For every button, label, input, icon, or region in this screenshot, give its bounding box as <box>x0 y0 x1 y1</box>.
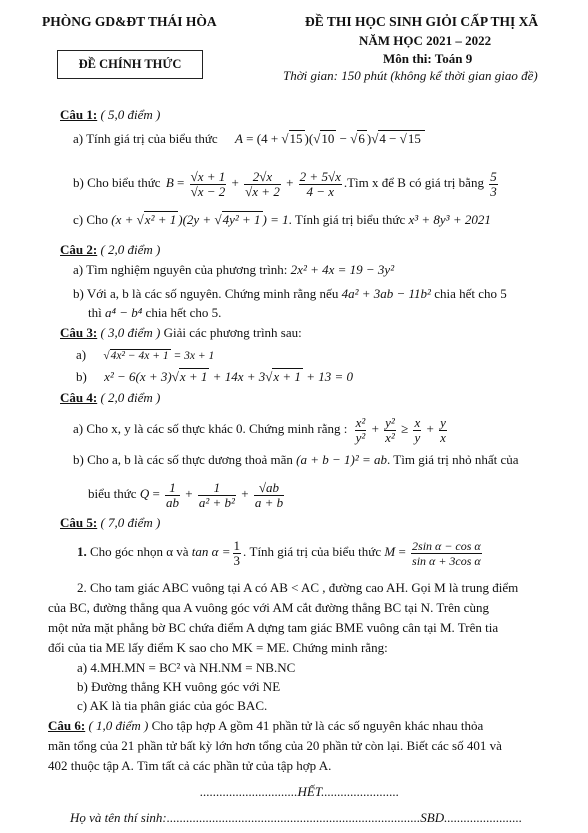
q4b <box>73 452 519 468</box>
q2b-expression: 4a² + 3ab − 11b² <box>341 286 431 301</box>
question-4-heading <box>60 390 160 406</box>
question-5-heading <box>60 515 160 531</box>
q5-2-line2: của BC, đường thẳng qua A vuông góc với AM cắt đường thẳng BC tại N. Trên cùng <box>48 600 489 615</box>
q3b-equation: x² − 6(x + 3)√x + 1 + 14x + 3√x + 1 + 13 = 0 <box>104 369 353 384</box>
q5-2-line3: một nửa mặt phẳng bờ BC chứa điểm A dựng tam giác BME vuông cân tại M. Trên tia <box>48 620 499 635</box>
q6-line1-text: Cho tập hợp A gồm 41 phần tử là các số nguyên khác nhau thỏa <box>148 718 484 733</box>
question-1-title: Câu 1: <box>60 107 98 122</box>
question-6-title: Câu 6: <box>48 718 86 733</box>
question-4-title: Câu 4: <box>60 390 98 405</box>
q2b-text: b) Với a, b là các số nguyên. Chứng minh rằng nếu <box>73 286 339 301</box>
question-3-points: ( 3,0 điểm ) <box>97 325 161 340</box>
q5-1 <box>77 533 484 571</box>
school-year: NĂM HỌC 2021 – 2022 <box>359 33 492 48</box>
q1b-text: b) Cho biểu thức <box>73 175 161 190</box>
q1b-expression: B = $\frac{√x + 1}{√x - 2}$ + $\frac{2√x}{√x + 2}$ + $\frac{2 + 5√x}{4 - x}$ <box>165 168 341 199</box>
q3a-equation: √4x² − 4x + 1 = 3x + 1 <box>103 350 215 362</box>
exam-time: Thời gian: 150 phút (không kể thời gian giao đề) <box>283 68 538 83</box>
subject: Môn thi: Toán 9 <box>383 51 473 66</box>
q2b-tail: chia hết cho 5 <box>434 286 507 301</box>
q1c <box>73 209 491 231</box>
q3b-label: b) <box>76 369 87 384</box>
q3a <box>76 347 214 363</box>
question-4-points: ( 2,0 điểm ) <box>97 390 161 405</box>
q5-1-tail: . Tính giá trị của biểu thức <box>243 544 382 559</box>
official-label: ĐỀ CHÍNH THỨC <box>78 57 182 71</box>
q5-2-c: c) AK là tia phân giác của góc BAC. <box>77 698 268 713</box>
q1b <box>73 163 500 203</box>
q4b-line2 <box>88 475 286 513</box>
q1c-tail: . Tính giá trị biểu thức <box>288 212 406 227</box>
q4a <box>73 410 449 448</box>
q2b-line2-pre: thì <box>88 305 102 320</box>
q6-line2: mãn tổng của 21 phần tử bất kỳ lớn hơn tổng của 20 phần tử còn lại. Biết các số 401 và <box>48 738 502 753</box>
question-3-title: Câu 3: <box>60 325 98 340</box>
q2b <box>73 286 507 302</box>
q2a <box>73 262 394 278</box>
q1c-expression: x³ + 8y³ + 2021 <box>408 212 491 227</box>
q4b-line2-text: biểu thức <box>88 486 137 501</box>
q1a: a) Tính giá trị của biểu thức A = (4 + √15 )(√10 − √6 )√4 − √15 <box>73 128 425 150</box>
exam-title: ĐỀ THI HỌC SINH GIỎI CẤP THỊ XÃ <box>305 14 539 29</box>
q4b-condition: (a + b − 1)² = ab <box>296 452 388 467</box>
q1b-value: $\frac{5}{3}$ <box>490 168 497 199</box>
question-5-points: ( 7,0 điểm ) <box>97 515 161 530</box>
q6-line3: 402 thuộc tập A. Tìm tất cả các phần tử của tập hợp A. <box>48 758 332 773</box>
question-5-title: Câu 5: <box>60 515 98 530</box>
q2a-equation: 2x² + 4x = 19 − 3y² <box>290 262 395 277</box>
q1a-text: a) Tính giá trị của biểu thức <box>73 131 218 146</box>
q5-2-a: a) 4.MH.MN = BC² và NH.NM = NB.NC <box>77 660 296 675</box>
q4a-text: a) Cho x, y là các số thực khác 0. Chứng minh rằng : <box>73 421 348 436</box>
q1c-text: c) Cho <box>73 212 109 227</box>
q2b-line2 <box>88 305 221 321</box>
q4b-expression: Q = $\frac{1}{ab}$ + $\frac{1}{\text{a² + b²}}$ + $\frac{√ab}{a + b}$ <box>139 479 284 510</box>
question-2-heading <box>60 242 160 258</box>
question-2-points: ( 2,0 điểm ) <box>97 242 161 257</box>
question-2-title: Câu 2: <box>60 242 98 257</box>
official-label-box <box>57 50 203 79</box>
candidate-line: Họ và tên thí sinh:..............................................................................SBD........................ <box>70 810 523 825</box>
q1b-tail: .Tìm x để B có giá trị bằng <box>343 175 484 190</box>
q3a-label: a) <box>76 347 87 362</box>
q2b-line2-post: chia hết cho 5. <box>145 305 222 320</box>
question-3-heading <box>60 325 302 341</box>
q4b-tail: . Tìm giá trị nhỏ nhất của <box>387 452 519 467</box>
question-6-points: ( 1,0 điểm ) <box>85 718 149 733</box>
q5-2-b: b) Đường thẳng KH vuông góc với NE <box>77 679 281 694</box>
end-mark: ..............................HẾT........................ <box>200 784 400 799</box>
q3b <box>76 369 353 385</box>
q5-2-line1: 2. Cho tam giác ABC vuông tại A có AB < AC , đường cao AH. Gọi M là trung điểm <box>77 580 519 595</box>
q2a-text: a) Tìm nghiệm nguyên của phương trình: <box>73 262 288 277</box>
q1a-expression: A <box>234 131 243 146</box>
q4b-text: b) Cho a, b là các số thực dương thoả mãn <box>73 452 293 467</box>
q5-1-expression: M = $\frac{\text{2sin α − cos α}}{\text{sin α + 3cos α}}$ <box>384 538 481 568</box>
q2b-line2-expression: a⁴ − b⁴ <box>104 305 143 320</box>
department-title: PHÒNG GD&ĐT THÁI HÒA <box>42 14 217 29</box>
q1c-condition: (x + √x² + 1 )(2y + √4y² + 1 ) = 1 <box>111 212 289 227</box>
q4a-inequality: $\frac{\text{x²}}{\text{y²}}$ + $\frac{\text{y²}}{\text{x²}}$ ≥ $\frac{x}{y}$ + $\frac{y}{x}$ <box>355 414 446 445</box>
q6-line1 <box>48 718 483 734</box>
q5-1-number: 1. <box>77 544 87 559</box>
question-1-points: ( 5,0 điểm ) <box>97 107 161 122</box>
q5-1-tan: tan α = $\frac{1}{3}$ <box>191 537 240 568</box>
question-1-heading <box>60 107 160 123</box>
q5-1-text: Cho góc nhọn α và <box>86 544 189 559</box>
question-3-intro: Giải các phương trình sau: <box>160 325 302 340</box>
q5-2-line4: đối của tia ME lấy điểm K sao cho MK = ME. Chứng minh rằng: <box>48 640 388 655</box>
